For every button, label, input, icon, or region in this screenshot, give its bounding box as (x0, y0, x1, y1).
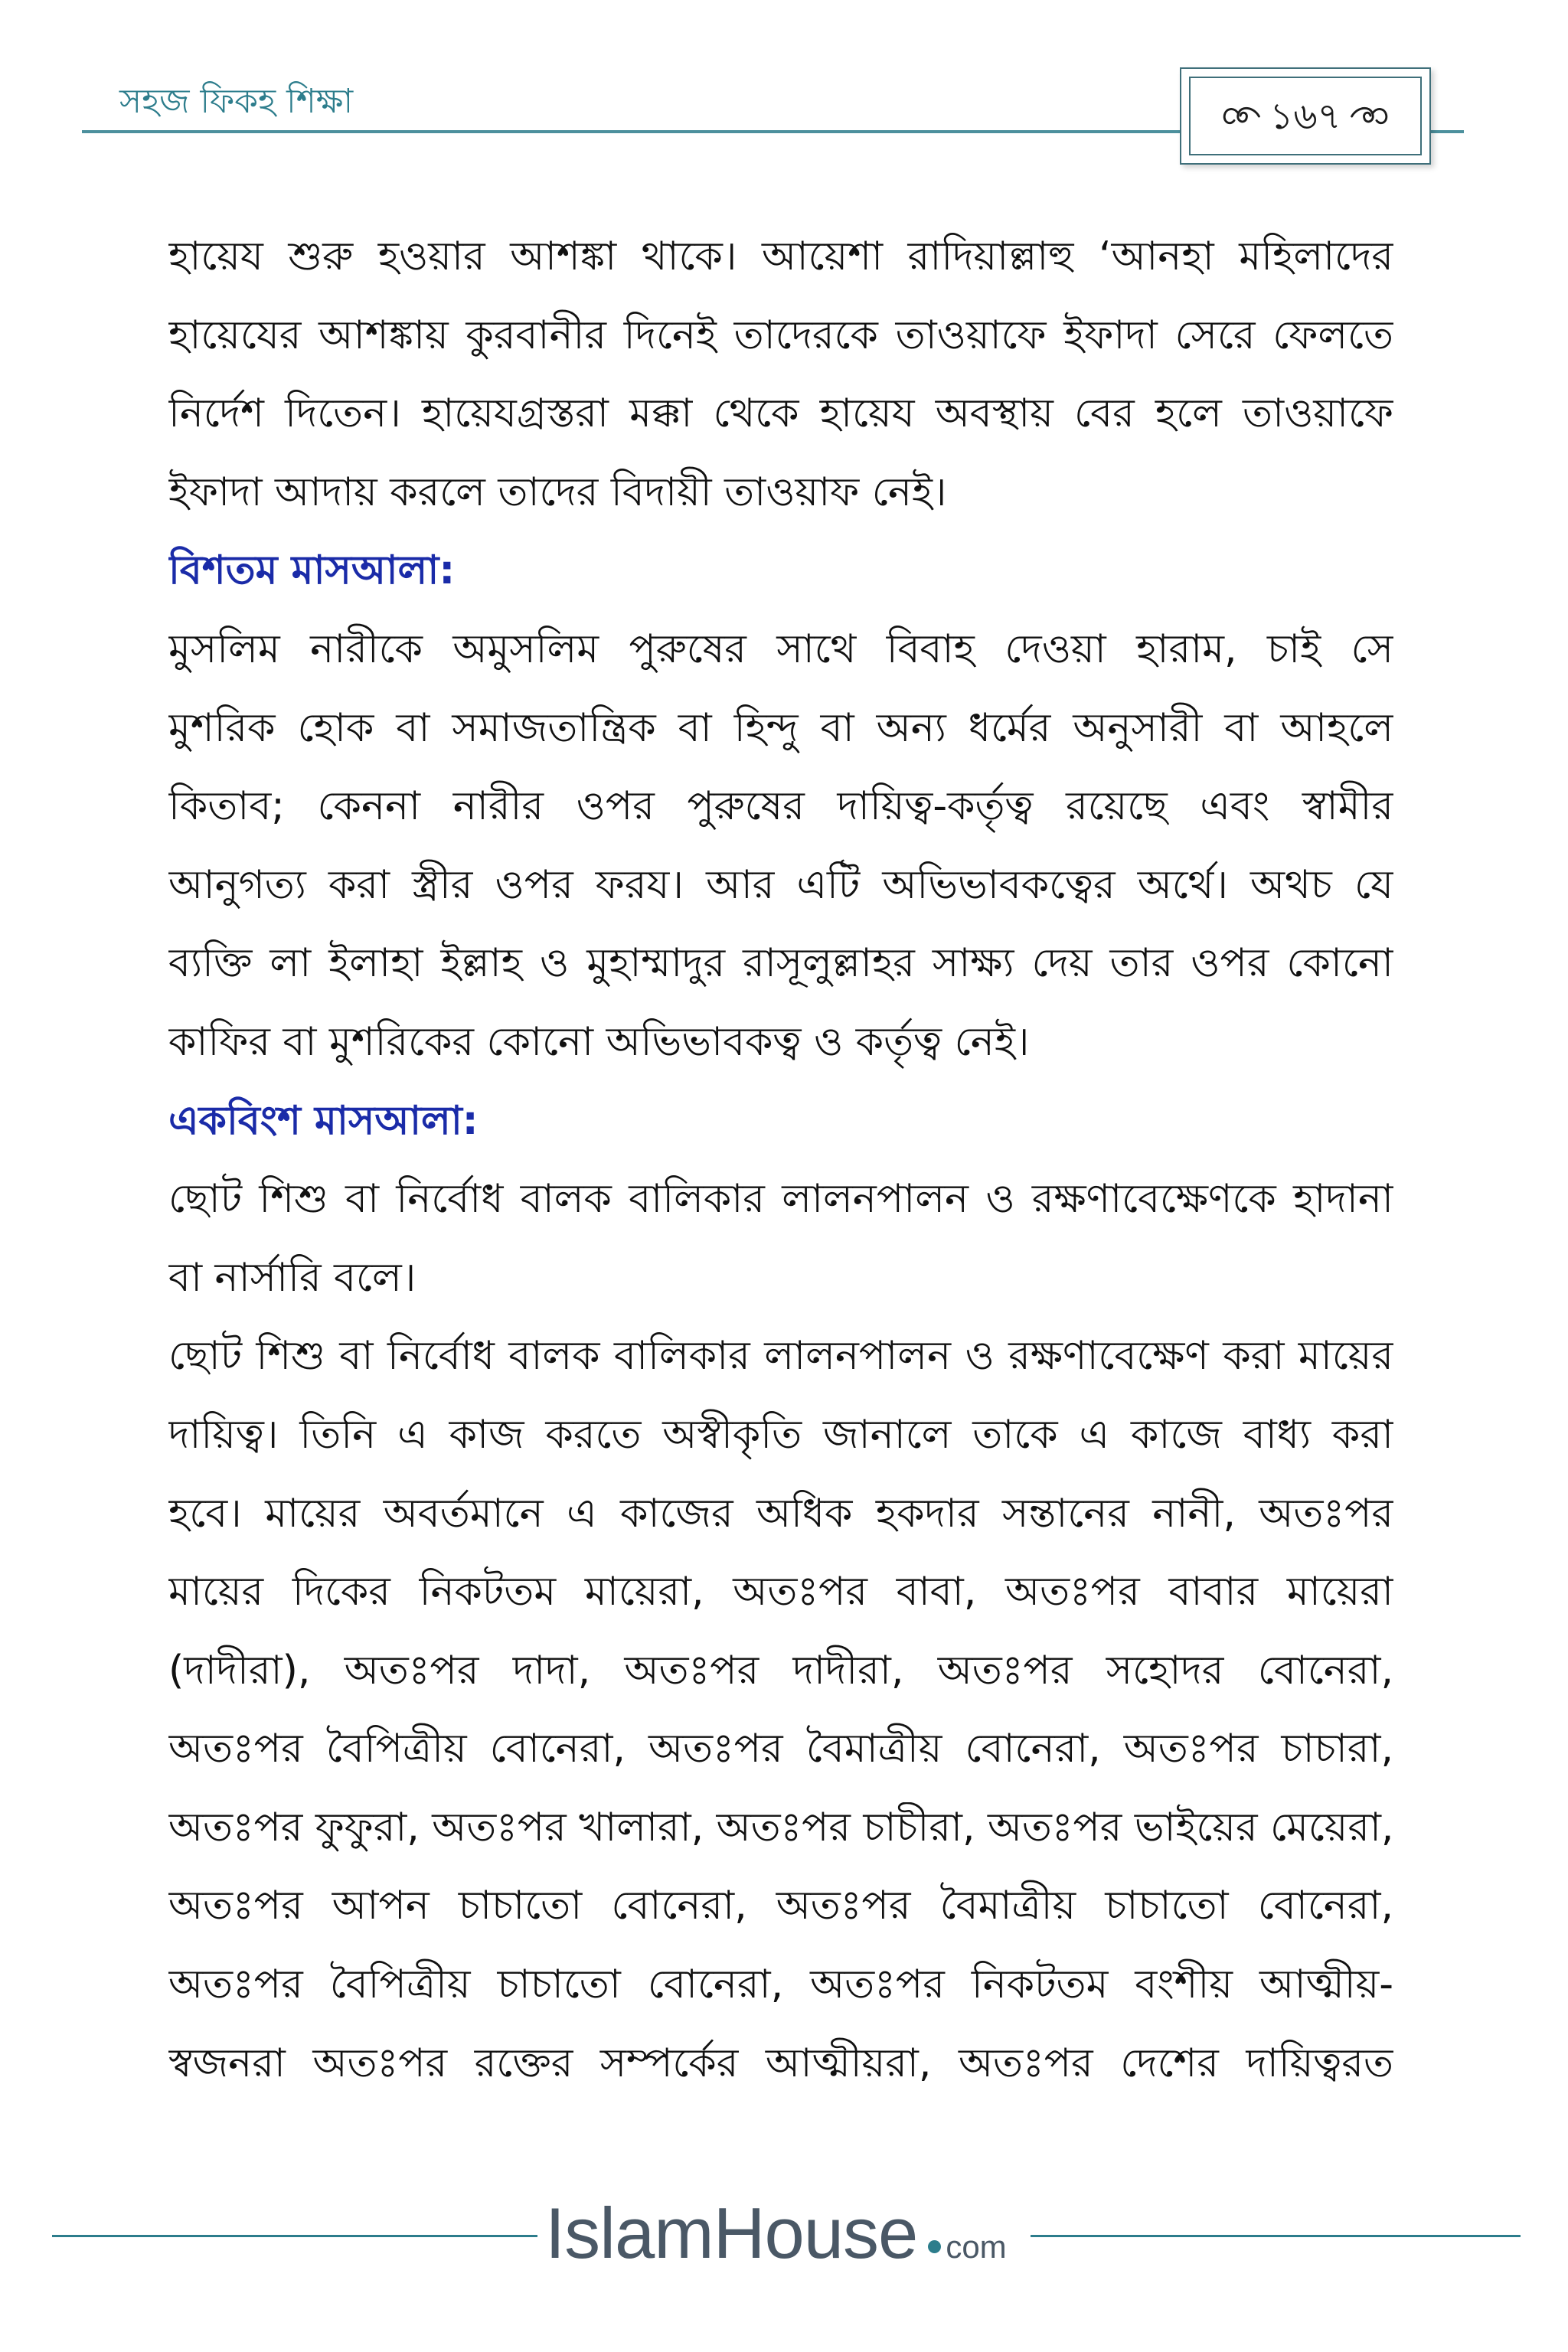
text-line: আনুগত্য করা স্ত্রীর ওপর ফরয। আর এটি অভিভাবকত্বের অর্থে। অথচ যে (168, 861, 1393, 908)
text-line: অতঃপর ফুফুরা, অতঃপর খালারা, অতঃপর চাচীরা, অতঃপর ভাইয়ের মেয়েরা, (168, 1804, 1393, 1851)
page-number: ১৬৭ (1269, 94, 1341, 138)
paragraph (168, 610, 1393, 1082)
text-line: মুশরিক হোক বা সমাজতান্ত্রিক বা হিন্দু বা অন্য ধর্মের অনুসারী বা আহলে (168, 704, 1393, 751)
text-line: ছোট শিশু বা নির্বোধ বালক বালিকার লালনপালন ও রক্ষণাবেক্ষেণকে হাদানা (168, 1176, 1393, 1223)
decorative-bracket-icon (1349, 101, 1390, 132)
text-line: স্বজনরা অতঃপর রক্তের সম্পর্কের আত্মীয়রা, অতঃপর দেশের দায়িত্বরত (168, 2040, 1393, 2086)
text-line: অতঃপর বৈপিত্রীয় চাচাতো বোনেরা, অতঃপর নিকটতম বংশীয় আত্মীয়- (168, 1962, 1393, 2008)
page-number-frame (1189, 77, 1422, 155)
text-line: হায়েযের আশঙ্কায় কুরবানীর দিনেই তাদেরকে তাওয়াফে ইফাদা সেরে ফেলতে (168, 312, 1393, 358)
paragraph (168, 1317, 1393, 2102)
text-line: কাফির বা মুশরিকের কোনো অভিভাবকত্ব ও কর্তৃত্ব নেই। (168, 1018, 1030, 1065)
section-heading: বিশতম মাসআলা: (168, 547, 456, 594)
paragraph (168, 217, 1393, 531)
text-line: কিতাব; কেননা নারীর ওপর পুরুষের দায়িত্ব-কর্তৃত্ব রয়েছে এবং স্বামীর (168, 783, 1393, 830)
text-line: মুসলিম নারীকে অমুসলিম পুরুষের সাথে বিবাহ দেওয়া হারাম, চাই সে (168, 626, 1393, 672)
text-line: হবে। মায়ের অবর্তমানে এ কাজের অধিক হকদার সন্তানের নানী, অতঃপর (168, 1490, 1393, 1537)
logo-domain-suffix: com (946, 2229, 1007, 2265)
islamhouse-logo (545, 2191, 1020, 2275)
section-heading: একবিংশ মাসআলা: (168, 1097, 479, 1144)
page-body (168, 217, 1393, 2102)
text-line: বা নার্সারি বলে। (168, 1254, 416, 1301)
footer-divider-left (52, 2235, 537, 2237)
text-line: অতঃপর আপন চাচাতো বোনেরা, অতঃপর বৈমাত্রীয় চাচাতো বোনেরা, (168, 1883, 1393, 1929)
paragraph (168, 1160, 1393, 1317)
text-line: নির্দেশ দিতেন। হায়েযগ্রস্তরা মক্কা থেকে হায়েয অবস্থায় বের হলে তাওয়াফে (168, 390, 1393, 437)
text-line: অতঃপর বৈপিত্রীয় বোনেরা, অতঃপর বৈমাত্রীয় বোনেরা, অতঃপর চাচারা, (168, 1726, 1393, 1772)
page-number-box (1180, 67, 1431, 165)
text-line: ছোট শিশু বা নির্বোধ বালক বালিকার লালনপালন ও রক্ষণাবেক্ষেণ করা মায়ের (168, 1333, 1393, 1380)
text-line: ব্যক্তি লা ইলাহা ইল্লাহ ও মুহাম্মাদুর রাসূলুল্লাহর সাক্ষ্য দেয় তার ওপর কোনো (168, 940, 1393, 987)
text-line: হায়েয শুরু হওয়ার আশঙ্কা থাকে। আয়েশা রাদিয়াল্লাহু ‘আনহা মহিলাদের (168, 234, 1393, 279)
text-line: ইফাদা আদায় করলে তাদের বিদায়ী তাওয়াফ নেই। (168, 469, 947, 515)
footer-divider-right (1031, 2235, 1521, 2237)
logo-dot-icon (928, 2240, 941, 2253)
text-line: মায়ের দিকের নিকটতম মায়েরা, অতঃপর বাবা, অতঃপর বাবার মায়েরা (168, 1569, 1393, 1615)
logo-wordmark: IslamHouse (545, 2193, 918, 2273)
running-header-title: সহজ ফিকহ শিক্ষা (119, 82, 354, 121)
decorative-bracket-icon (1220, 101, 1262, 132)
text-line: দায়িত্ব। তিনি এ কাজ করতে অস্বীকৃতি জানালে তাকে এ কাজে বাধ্য করা (168, 1411, 1393, 1458)
text-line: (দাদীরা), অতঃপর দাদা, অতঃপর দাদীরা, অতঃপর সহোদর বোনেরা, (168, 1647, 1393, 1694)
